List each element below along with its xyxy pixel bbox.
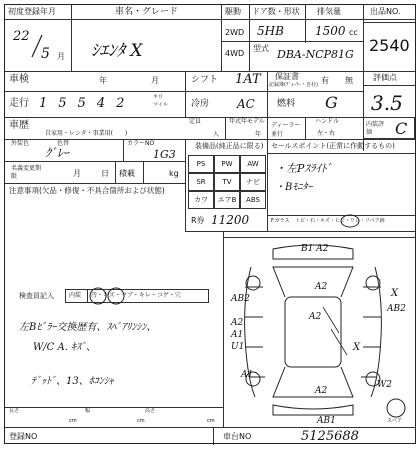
slash-mark [27,33,47,59]
spare-tire-icon [385,397,407,419]
model-name-hw: ｼｴﾝﾀ X [91,41,143,61]
length-label: 長さ [9,408,20,414]
diag-right-2: AB2 [387,304,406,314]
capacity-label: 定員 [189,118,202,125]
color-no-label: カラーNO [127,140,155,147]
drive-2wd: 2WD [225,28,245,37]
loading-kg: kg [169,169,179,178]
drive-4wd: 4WD [225,49,245,58]
reg-no-label: 登録NO [9,432,38,441]
chassis-label: 車台NO [223,432,252,441]
sales-points-label: セールスポイント(正常に作動するもの) [271,142,395,150]
shift-label: シフト [191,75,219,85]
name-change-month: 月 [73,169,81,178]
loading-label: 積載 [119,169,135,178]
warranty-label: 保証書 [275,72,299,81]
recycle-label: R券 [191,216,205,225]
handle-label: ハンドル [315,118,340,125]
warranty-sub: 記録簿(ﾃﾞｨｰﾗｰ・自社) [269,82,318,88]
doors-shape-label: ドア数・形状 [252,7,300,16]
reg-year-hw: 22 [13,29,30,44]
drive-label: 駆動 [225,7,241,16]
ac-hw: AC [237,97,255,111]
handle-options: 左・右 [317,130,336,137]
fuel-hw: G [325,93,338,112]
diag-center-1: A2 [309,312,322,322]
equipment-item: AW [247,160,259,168]
diag-bottom-2: AB1 [317,416,336,426]
model-code-hw: DBA-NCP81G [277,48,354,61]
history-sub: 自家用・レンタ・事業用( ) [45,130,128,137]
equipment-item: ABS [246,196,260,204]
equipment-cell [240,173,266,191]
equipment-cell [214,155,240,173]
equipment-cell [214,191,240,209]
diag-left-1: AB2 [231,294,250,304]
equipment-item: TV [222,178,232,186]
inspector-note-1: 左Bﾋﾟﾗｰ交換歴有、ｽﾍﾟｱﾘﾝｼﾝ、 [19,322,157,333]
equipment-item: エアB [217,196,237,204]
sales-point-1: ・左Pｽﾗｲﾄﾞ [275,162,332,175]
interior-score-label: 内装評価 [366,121,385,137]
car-diagram [223,237,403,427]
equipment-item: カワ [194,196,208,204]
warranty-has: 有 [321,76,329,85]
score-hw: 3.5 [371,91,403,115]
recycle-hw: 11200 [211,213,250,227]
diag-left-5: A1 [241,370,254,380]
ac-label: 冷房 [191,99,210,109]
spare-label: スペア [387,418,403,424]
color-hw: ｸﾞﾚｰ [45,146,70,160]
capacity-unit: 人 [213,131,220,138]
notes-label: 注意事項(欠品・修復・不具合箇所および状態) [9,186,165,195]
diag-right-1: X [391,288,399,299]
sales-point-2: ・Bﾓﾆﾀｰ [275,182,313,193]
equipment-cell [214,173,240,191]
color-change-label: 色替 [57,140,70,147]
inspector-note-3: ﾃﾞｯﾄﾞ、13、ﾎｺﾝｼｬ [31,376,114,387]
height-cm: cm [207,418,215,424]
lot-number: 2540 [369,36,410,55]
model-type-label: 型式 [253,44,269,53]
name-change-day: 日 [101,169,109,178]
equipment-item: PW [221,160,233,168]
warranty-none: 無 [345,76,353,85]
length-cm: cm [69,418,77,424]
equipment-cell [188,191,214,209]
inspection-label: 車検 [9,74,29,85]
doors-hw: 5HB [257,24,284,38]
inspection-month-unit: 月 [151,76,159,85]
exterior-color-label: 外装色 [11,140,30,147]
equipment-label: 装備品(純正品に限る) [195,142,264,150]
inspector-circle-marks [89,285,129,307]
shift-hw: 1AT [235,72,261,87]
chassis-hw: 5125688 [301,429,359,444]
lot-label: 出品NO. [370,7,401,16]
inspector-items: 汚・キズ・ヤブ・キレ・コゲ・穴 [91,292,181,299]
mileage-unit-km: キロ [153,94,164,100]
diag-left-3: A1 [231,330,244,340]
reg-month-hw: 5 [41,46,50,62]
height-label: 高さ [145,408,156,414]
equipment-cell [240,191,266,209]
dealer-label: ディーラー並行 [271,122,301,138]
width-cm: cm [137,418,145,424]
color-no-hw: 1G3 [153,148,176,161]
equipment-cell [188,173,214,191]
equipment-item: PS [196,160,206,168]
diag-bottom-1: A2 [315,386,328,396]
year-model-unit: 年 [255,131,262,138]
equipment-item: ナビ [246,178,260,186]
equipment-grid [188,155,266,215]
displacement-hw: 1500 [315,24,346,38]
fuel-label: 燃料 [277,99,296,109]
inspector-interior-label: 内装 [69,292,82,299]
mileage-label: 走行 [9,98,29,109]
equipment-cell [240,155,266,173]
auction-sheet [4,4,416,444]
inspection-year-unit: 年 [99,76,107,85]
interior-score-hw: C [395,119,408,138]
equipment-cell [188,155,214,173]
width-label: 幅 [85,408,91,414]
score-label: 評価点 [373,73,397,82]
displacement-label: 排気量 [317,7,341,16]
mileage-unit-mile: マイル [153,102,168,108]
diag-top2: A2 [315,282,328,292]
inspector-note-2: W/C A. ｷｽﾞ、 [33,342,97,353]
diag-right-3: X [353,342,361,353]
glass-items: トビ・石・キズ・ヒビ・ワレ・リペア跡 [295,218,385,224]
mileage-hw: 15542 [39,96,136,111]
inspector-label: 検査員記入 [19,292,54,300]
reg-year-label: 初度登録年月 [8,7,56,16]
interior-score-box [363,117,415,139]
model-grade-label: 車名・グレード [115,7,179,17]
diag-left-2: A2 [231,318,244,328]
diag-w2: W2 [377,380,392,390]
history-label: 車歴 [9,120,29,131]
year-model-label: 年式年モデル [229,118,265,125]
equipment-item: SR [196,178,206,186]
diag-top: B1 A2 [301,244,329,254]
glass-circle-mark [339,213,361,229]
diag-left-4: U1 [231,342,245,352]
glass-label: F.ガラス [271,218,290,224]
reg-month-unit: 月 [57,52,65,61]
name-change-label: 名義変更期限 [11,165,42,180]
cc-unit: cc [349,28,358,37]
